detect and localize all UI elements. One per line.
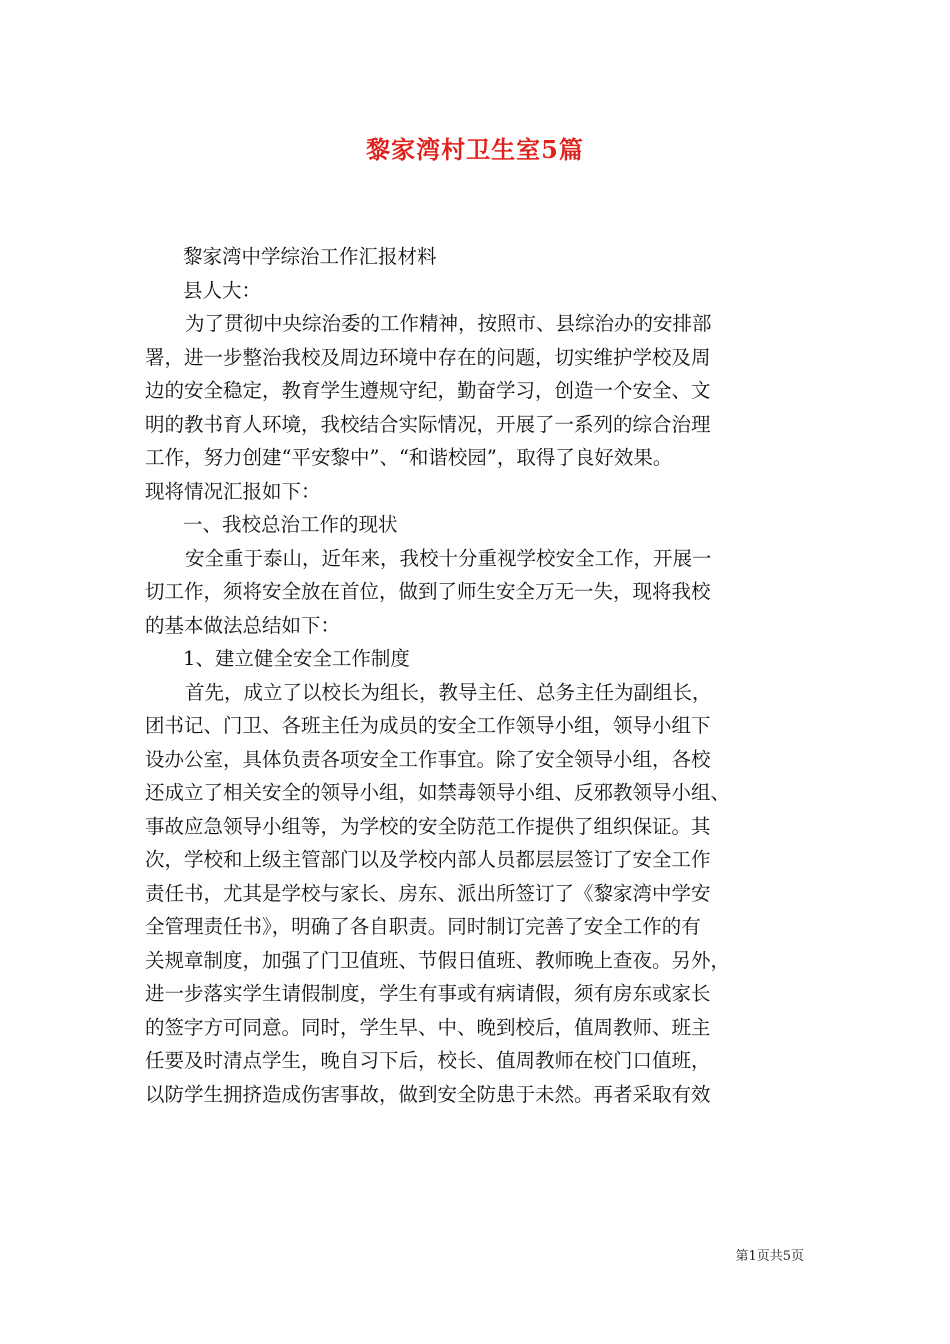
paragraph-line: 事故应急领导小组等，为学校的安全防范工作提供了组织保证。其	[145, 814, 711, 838]
paragraph-line: 责任书，尤其是学校与家长、房东、派出所签订了《黎家湾中学安	[145, 881, 711, 905]
paragraph-line: 团书记、门卫、各班主任为成员的安全工作领导小组，领导小组下	[145, 714, 711, 737]
paragraph-line: 现将情况汇报如下：	[145, 479, 321, 503]
paragraph-line: 切工作，须将安全放在首位，做到了师生安全万无一失，现将我校	[145, 580, 711, 603]
paragraph-line: 全管理责任书》，明确了各自职责。同时制订完善了安全工作的有	[145, 915, 701, 938]
paragraph-line: 的基本做法总结如下：	[145, 613, 341, 637]
paragraph-line: 设办公室，具体负责各项安全工作事宜。除了安全领导小组，各校	[145, 747, 711, 771]
section-heading-line: 一、我校总治工作的现状	[183, 513, 398, 536]
paragraph-line: 安全重于泰山，近年来，我校十分重视学校安全工作，开展一	[185, 546, 712, 570]
page-number: 第1页共5页	[735, 1249, 804, 1264]
paragraph-line: 次，学校和上级主管部门以及学校内部人员都层层签订了安全工作	[145, 848, 711, 871]
paragraph-line: 任要及时清点学生，晚自习下后，校长、值周教师在校门口值班，	[145, 1049, 711, 1072]
heading-line: 黎家湾中学综治工作汇报材料	[183, 245, 437, 268]
paragraph-line: 工作，努力创建“平安黎中”、“和谐校园”，取得了良好效果。	[145, 446, 673, 469]
paragraph-line: 边的安全稳定，教育学生遵规守纪，勤奋学习，创造一个安全、文	[145, 379, 711, 402]
salutation-line: 县人大：	[183, 278, 262, 302]
paragraph-line: 为了贯彻中央综治委的工作精神，按照市、县综治办的安排部	[185, 312, 712, 335]
paragraph-line: 进一步落实学生请假制度，学生有事或有病请假，须有房东或家长	[145, 982, 711, 1005]
paragraph-line: 关规章制度，加强了门卫值班、节假日值班、教师晚上查夜。另外，	[145, 948, 731, 972]
paragraph-line: 明的教书育人环境，我校结合实际情况，开展了一系列的综合治理	[145, 412, 711, 436]
paragraph-line: 的签字方可同意。同时，学生早、中、晚到校后，值周教师、班主	[145, 1015, 711, 1039]
document-body	[145, 240, 810, 1111]
paragraph-line: 以防学生拥挤造成伤害事故，做到安全防患于未然。再者采取有效	[145, 1082, 711, 1106]
paragraph-line: 首先，成立了以校长为组长，教导主任、总务主任为副组长，	[185, 680, 712, 704]
paragraph-line: 署，进一步整治我校及周边环境中存在的问题，切实维护学校及周	[145, 345, 711, 369]
subsection-heading-line: 1、建立健全安全工作制度	[183, 647, 410, 670]
paragraph-line: 还成立了相关安全的领导小组，如禁毒领导小组、反邪教领导小组、	[145, 781, 731, 804]
document-title: 黎家湾村卫生室5篇	[366, 135, 584, 164]
